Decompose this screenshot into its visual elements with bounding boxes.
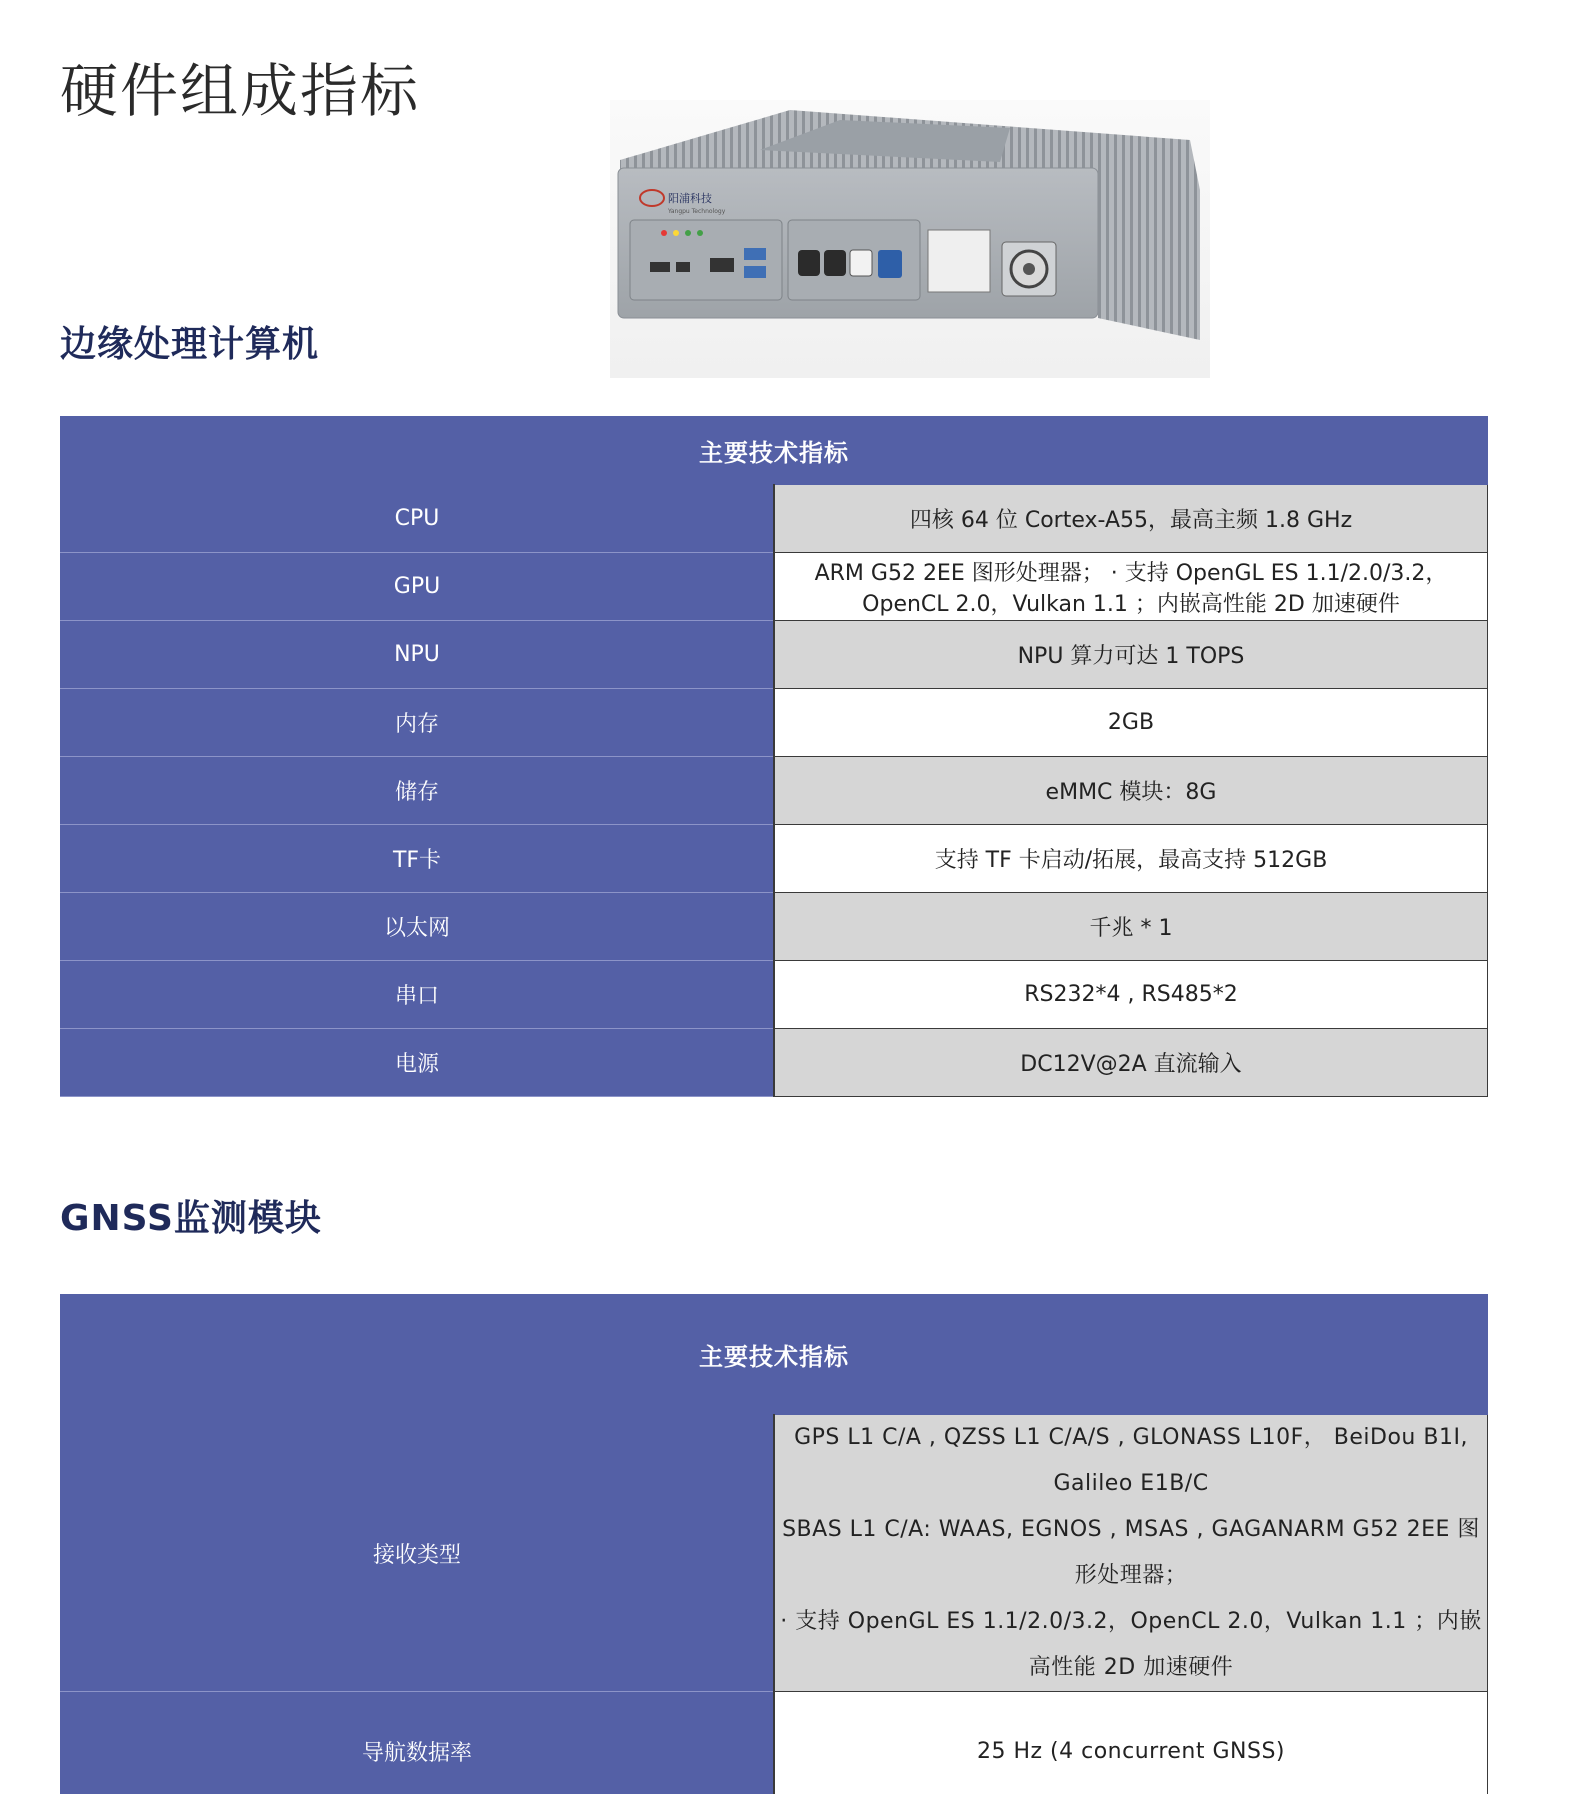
table-row [61, 893, 1488, 961]
row-value-cpu: 四核 64 位 Cortex-A55，最高主频 1.8 GHz [774, 485, 1488, 553]
usb-port-icon [744, 248, 766, 260]
cover-plate [928, 230, 990, 292]
row-label-receive-type: 接收类型 [61, 1415, 775, 1692]
row-value-memory: 2GB [774, 689, 1488, 757]
table-row [61, 621, 1488, 689]
row-value-npu: NPU 算力可达 1 TOPS [774, 621, 1488, 689]
led-green-icon [685, 230, 691, 236]
table-row [61, 825, 1488, 893]
connector-icon [824, 250, 846, 276]
table-header: 主要技术指标 [61, 417, 1488, 485]
device-image [610, 100, 1210, 378]
table-row [61, 1415, 1488, 1692]
edge-computer-spec-table [60, 416, 1488, 1097]
row-value-tf-card: 支持 TF 卡启动/拓展，最高支持 512GB [774, 825, 1488, 893]
row-label-gpu: GPU [61, 553, 775, 621]
row-value-receive-type [774, 1415, 1488, 1692]
connector-icon [850, 250, 872, 276]
row-label-storage: 储存 [61, 757, 775, 825]
led-green-icon [697, 230, 703, 236]
table-row [61, 961, 1488, 1029]
row-value-ethernet: 千兆 * 1 [774, 893, 1488, 961]
port-icon [650, 262, 670, 272]
led-yellow-icon [673, 230, 679, 236]
table-row [61, 1029, 1488, 1097]
section-title-gnss-module: GNSS监测模块 [60, 1198, 322, 1239]
row-label-nav-rate: 导航数据率 [61, 1692, 775, 1794]
row-value-gpu: ARM G52 2EE 图形处理器； · 支持 OpenGL ES 1.1/2.0/3.2，OpenCL 2.0，Vulkan 1.1 ；内嵌高性能 2D 加速硬件 [774, 553, 1488, 621]
row-value-storage: eMMC 模块：8G [774, 757, 1488, 825]
table-row [61, 485, 1488, 553]
row-value-power: DC12V@2A 直流输入 [774, 1029, 1488, 1097]
row-label-cpu: CPU [61, 485, 775, 553]
row-value-serial: RS232*4 , RS485*2 [774, 961, 1488, 1029]
row-label-power: 电源 [61, 1029, 775, 1097]
table-row [61, 553, 1488, 621]
connector-icon [878, 250, 902, 278]
row-label-ethernet: 以太网 [61, 893, 775, 961]
table-header: 主要技术指标 [61, 1295, 1488, 1415]
table-row [61, 689, 1488, 757]
row-label-serial: 串口 [61, 961, 775, 1029]
receive-type-line: SBAS L1 C/A: WAAS, EGNOS , MSAS , GAGANARM G52 2EE 图形处理器； [782, 1517, 1480, 1588]
usb-port-icon [744, 266, 766, 278]
receive-type-line: · 支持 OpenGL ES 1.1/2.0/3.2，OpenCL 2.0，Vulkan 1.1 ；内嵌高性能 2D 加速硬件 [780, 1609, 1482, 1680]
led-red-icon [661, 230, 667, 236]
hdmi-port-icon [710, 258, 734, 272]
receive-type-line: GPS L1 C/A , QZSS L1 C/A/S , GLONASS L10F， BeiDou B1I, Galileo E1B/C [794, 1425, 1468, 1496]
page-title: 硬件组成指标 [60, 57, 421, 125]
row-label-tf-card: TF卡 [61, 825, 775, 893]
table-row [61, 757, 1488, 825]
brand-subtitle: Yangpu Technology [668, 208, 726, 215]
edge-computer-illustration [610, 100, 1210, 378]
port-icon [676, 262, 690, 272]
gnss-spec-table [60, 1294, 1488, 1794]
row-label-memory: 内存 [61, 689, 775, 757]
row-label-npu: NPU [61, 621, 775, 689]
section-title-edge-computer: 边缘处理计算机 [60, 324, 320, 365]
table-row [61, 1692, 1488, 1794]
row-value-nav-rate: 25 Hz (4 concurrent GNSS) [774, 1692, 1488, 1794]
brand-name: 阳浦科技 [668, 192, 712, 205]
connector-icon [798, 250, 820, 276]
